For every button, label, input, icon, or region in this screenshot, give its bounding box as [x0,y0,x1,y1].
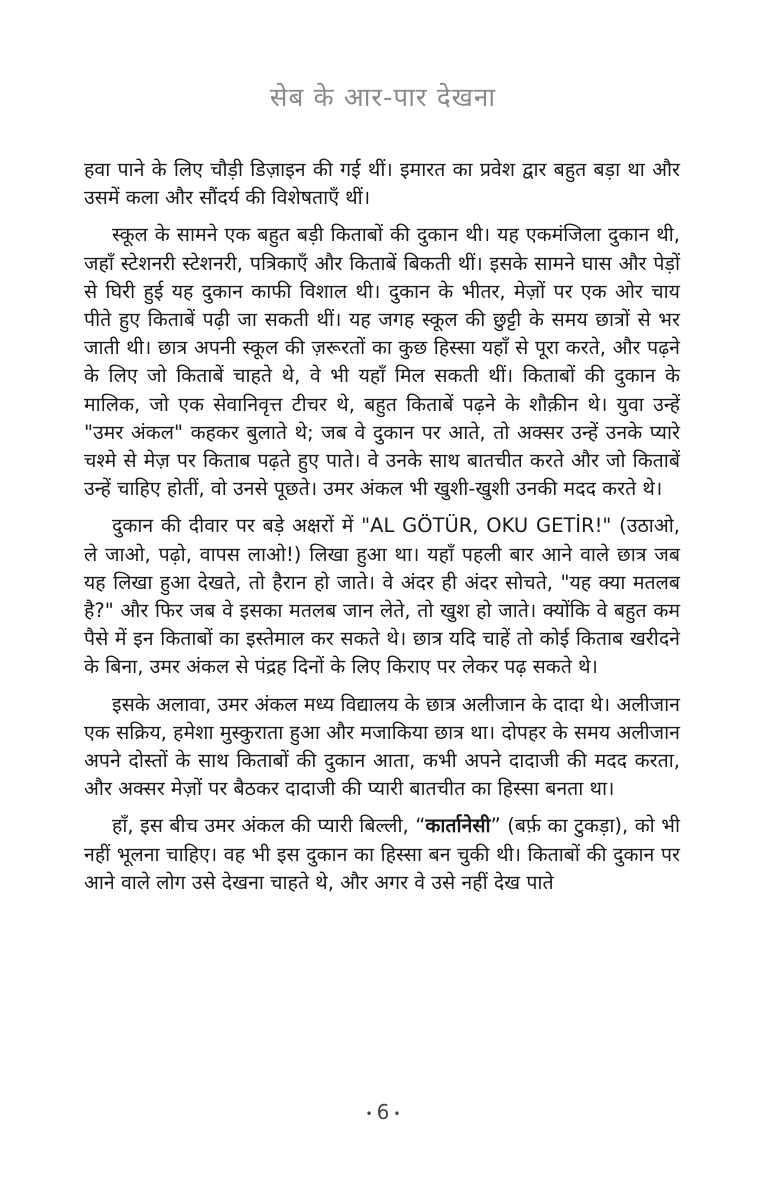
running-head-title: सेब के आर-पार देखना [269,83,497,113]
cat-name-bold: कार्तानेसी [425,814,491,838]
paragraph-2: स्कूल के सामने एक बहुत बड़ी किताबों की दुकान थी। यह एकमंजिला दुकान थी, जहाँ स्टेशनरी स्टेशनरी, पत्रिकाएँ और किताबें बिकती थीं। इसके सामने घास और पेड़ों से घिरी हुई यह दुकान काफी विशाल थी। दुकान के भीतर, मेज़ों पर एक ओर चाय पीते हुए किताबें पढ़ी जा सकती थीं। यह जगह स्कूल की छुट्टी के समय छात्रों से भर जाती थी। छात्र अपनी स्कूल की ज़रूरतों का कुछ हिस्सा यहाँ से पूरा करते, और पढ़ने के लिए जो किताबें चाहते थे, वे भी यहाँ मिल सकती थीं। किताबों की दुकान के मालिक, जो एक सेवानिवृत्त टीचर थे, बहुत किताबें पढ़ने के शौक़ीन थे। युवा उन्हें "उमर अंकल" कहकर बुलाते थे; जब वे दुकान पर आते, तो अक्सर उन्हें उनके प्यारे चश्मे से मेज़ पर किताब पढ़ते हुए पाते। वे उनके साथ बातचीत करते और जो किताबें उन्हें चाहिए होतीं, वो उनसे पूछते। उमर अंकल भी खुशी-खुशी उनकी मदद करते थे। [84,223,680,501]
page-number: 6 [376,1100,390,1124]
folio-bullet-right: • [393,1106,401,1121]
folio-bullet-left: • [365,1106,373,1121]
paragraph-5-tail: ” (बर्फ़ का टुकड़ा), को भी नहीं भूलना चाहिए। वह भी इस दुकान का हिस्सा बन चुकी थी। किताबों की दुकान पर आने वाले लोग उसे देखना चाहते थे, और अगर वे उसे नहीं देख पाते [84,814,680,894]
paragraph-3: दुकान की दीवार पर बड़े अक्षरों में "AL GÖTÜR, OKU GETİR!" (उठाओ, ले जाओ, पढ़ो, वापस लाओ!) लिखा हुआ था। यहाँ पहली बार आने वाले छात्र जब यह लिखा हुआ देखते, तो हैरान हो जाते। वे अंदर ही अंदर सोचते, "यह क्या मतलब है?" और फिर जब वे इसका मतलब जान लेते, तो खुश हो जाते। क्योंकि वे बहुत कम पैसे में इन किताबों का इस्तेमाल कर सकते थे। छात्र यदि चाहें तो कोई किताब खरीदने के बिना, उमर अंकल से पंद्रह दिनों के लिए किराए पर लेकर पढ़ सकते थे। [84,514,680,679]
paragraph-5 [84,812,680,897]
paragraph-5-lead: हाँ, इस बीच उमर अंकल की प्यारी बिल्ली, “ [112,814,426,838]
paragraph-4: इसके अलावा, उमर अंकल मध्य विद्यालय के छात्र अलीजान के दादा थे। अलीजान एक सक्रिय, हमेशा मुस्कुराता हुआ और मजाकिया छात्र था। दोपहर के समय अलीजान अपने दोस्तों के साथ किताबों की दुकान आता, कभी अपने दादाजी की मदद करता, और अक्सर मेज़ों पर बैठकर दादाजी की प्यारी बातचीत का हिस्सा बनता था। [84,692,680,801]
paragraph-1: हवा पाने के लिए चौड़ी डिज़ाइन की गई थीं। इमारत का प्रवेश द्वार बहुत बड़ा था और उसमें कला और सौंदर्य की विशेषताएँ थीं। [84,158,680,210]
page-number-footer [0,1100,766,1124]
body-text [84,156,680,906]
